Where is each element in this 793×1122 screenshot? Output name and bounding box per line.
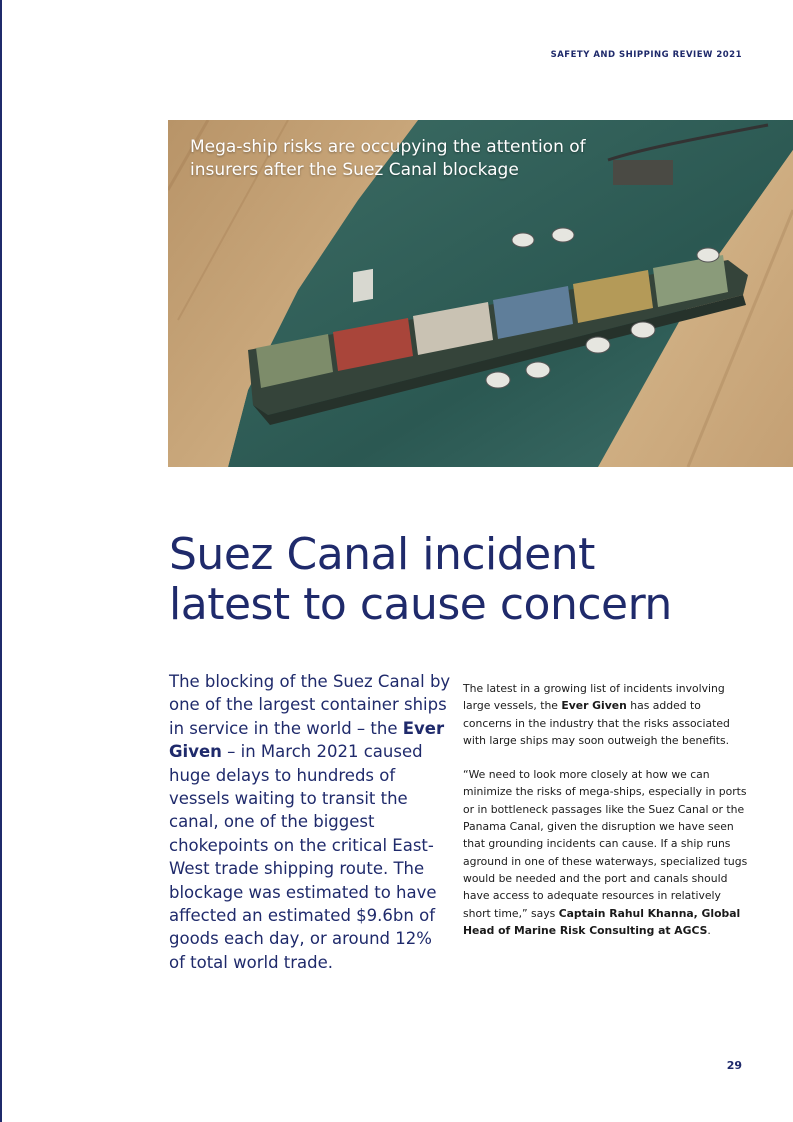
article-title <box>169 530 769 630</box>
hero-image <box>168 120 793 467</box>
body-paragraph-2 <box>463 766 748 939</box>
title-line-1: Suez Canal incident <box>169 529 595 580</box>
lead-paragraph <box>169 670 451 974</box>
page-spine-line <box>0 0 2 1122</box>
body-column <box>463 680 748 956</box>
lead-text-1: The blocking of the Suez Canal by one of the largest container ships in service in the world – the <box>169 672 451 738</box>
quote-end: . <box>707 923 711 937</box>
para1-text-1: The latest in a growing list of incidents involving large vessels, the <box>463 682 725 713</box>
dredger <box>613 160 673 185</box>
lead-text-2: – in March 2021 caused huge delays to hundreds of vessels waiting to transit the canal, one of the biggest chokepoints on the critical East-West trade shipping route. The blockage was estimated to have affected an estimated $9.6bn of goods each day, or around 12% of total world trade. <box>169 742 437 972</box>
lead-ship-name: Ever Given <box>169 718 445 762</box>
body-paragraph-1 <box>463 680 748 749</box>
quote-text: “We need to look more closely at how we can minimize the risks of mega-ships, especially in ports or in bottleneck passages like the Suez Canal or the Panama Canal, given the disruption we have seen that grounding incidents can cause. If a ship runs aground in one of these waterways, specialized tugs would be needed and the port and canals should have access to adequate resources in relatively short time,” says <box>463 768 748 920</box>
para1-ship-name: Ever Given <box>561 699 627 713</box>
para1-text-2: has added to concerns in the industry that the risks associated with large ships may soon outweigh the benefits. <box>463 699 730 747</box>
quote-speaker: Captain Rahul Khanna, Global Head of Marine Risk Consulting at AGCS <box>463 906 741 937</box>
image-caption: Mega-ship risks are occupying the attention of insurers after the Suez Canal blockage <box>190 137 586 180</box>
running-header: SAFETY AND SHIPPING REVIEW 2021 <box>550 50 742 60</box>
title-line-2: latest to cause concern <box>169 579 672 630</box>
page-number: 29 <box>726 1059 742 1072</box>
